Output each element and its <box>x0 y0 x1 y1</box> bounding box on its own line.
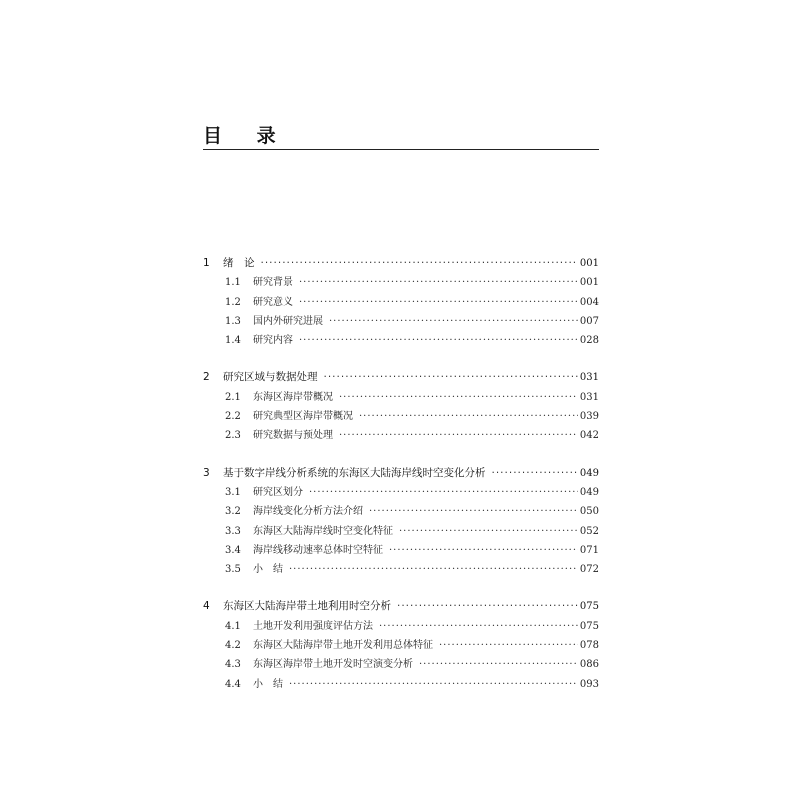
dot-leader <box>492 464 578 483</box>
section-entry[interactable] <box>203 541 599 560</box>
page-number: 078 <box>579 640 599 652</box>
page-number: 049 <box>579 486 599 498</box>
dot-leader <box>397 597 578 616</box>
dot-leader <box>289 560 578 579</box>
section-number: 3.5 <box>225 564 241 576</box>
section-title: 研究区划分 <box>253 486 303 498</box>
page-number: 001 <box>579 277 599 289</box>
chapter-number: 4 <box>203 600 210 613</box>
page-number: 039 <box>579 411 599 423</box>
chapter-number: 2 <box>203 371 210 384</box>
dot-leader <box>299 273 578 292</box>
dot-leader <box>289 675 578 694</box>
page-number: 072 <box>579 564 599 576</box>
section-title: 研究内容 <box>253 335 293 347</box>
section-entry[interactable] <box>203 483 599 502</box>
chapter-entry[interactable] <box>203 368 599 387</box>
table-of-contents <box>203 254 599 712</box>
page-number: 086 <box>579 659 599 671</box>
section-number: 3.3 <box>225 525 241 537</box>
chapter-block <box>203 368 599 445</box>
dot-leader <box>439 636 578 655</box>
section-entry[interactable] <box>203 331 599 350</box>
section-entry[interactable] <box>203 388 599 407</box>
chapter-number: 1 <box>203 257 210 269</box>
page-number: 007 <box>579 315 599 327</box>
dot-leader <box>379 617 578 636</box>
page-title: 目 录 <box>203 125 290 147</box>
chapter-block <box>203 464 599 580</box>
section-number: 3.4 <box>225 544 241 556</box>
page-number: 001 <box>579 258 599 269</box>
page-number: 031 <box>579 372 599 384</box>
page-number: 028 <box>579 335 599 347</box>
dot-leader <box>339 388 578 407</box>
section-entry[interactable] <box>203 273 599 292</box>
page-number: 031 <box>579 391 599 403</box>
page-number: 075 <box>579 601 599 613</box>
chapter-entry[interactable] <box>203 464 599 483</box>
dot-leader <box>419 655 578 674</box>
section-title: 研究意义 <box>253 296 293 308</box>
section-title: 研究典型区海岸带概况 <box>253 411 353 423</box>
chapter-title: 研究区域与数据处理 <box>223 371 318 384</box>
section-entry[interactable] <box>203 655 599 674</box>
section-title: 东海区大陆海岸线时空变化特征 <box>253 525 393 537</box>
page-number: 004 <box>579 296 599 308</box>
section-entry[interactable] <box>203 675 599 694</box>
chapter-number: 3 <box>203 466 210 479</box>
section-entry[interactable] <box>203 560 599 579</box>
chapter-title: 东海区大陆海岸带土地利用时空分析 <box>223 600 391 613</box>
section-number: 4.4 <box>225 678 241 690</box>
section-entry[interactable] <box>203 426 599 445</box>
dot-leader <box>339 426 578 445</box>
section-number: 4.1 <box>225 620 241 632</box>
section-title: 土地开发利用强度评估方法 <box>253 620 373 632</box>
section-entry[interactable] <box>203 617 599 636</box>
section-title: 小 结 <box>253 678 283 690</box>
dot-leader <box>261 254 578 273</box>
section-number: 2.1 <box>225 391 241 403</box>
section-entry[interactable] <box>203 502 599 521</box>
page-number: 071 <box>579 544 599 556</box>
section-number: 1.3 <box>225 315 241 327</box>
chapter-entry[interactable] <box>203 597 599 616</box>
page-number: 075 <box>579 620 599 632</box>
dot-leader <box>324 368 578 387</box>
section-number: 3.2 <box>225 506 241 518</box>
section-entry[interactable] <box>203 636 599 655</box>
section-title: 国内外研究进展 <box>253 315 323 327</box>
page-number: 052 <box>579 525 599 537</box>
section-number: 3.1 <box>225 486 241 498</box>
section-entry[interactable] <box>203 312 599 331</box>
section-entry[interactable] <box>203 407 599 426</box>
section-title: 小 结 <box>253 564 283 576</box>
dot-leader <box>389 541 578 560</box>
chapter-entry[interactable] <box>203 254 599 273</box>
page-number: 042 <box>579 430 599 442</box>
section-title: 东海区海岸带土地开发时空演变分析 <box>253 659 413 671</box>
page-number: 049 <box>579 467 599 479</box>
dot-leader <box>329 312 578 331</box>
dot-leader <box>369 502 578 521</box>
page-number: 093 <box>579 678 599 690</box>
section-number: 2.3 <box>225 430 241 442</box>
dot-leader <box>299 331 578 350</box>
chapter-title: 基于数字岸线分析系统的东海区大陆海岸线时空变化分析 <box>223 466 486 479</box>
section-title: 海岸线变化分析方法介绍 <box>253 506 363 518</box>
section-number: 1.1 <box>225 277 241 289</box>
chapter-block <box>203 597 599 693</box>
section-number: 1.4 <box>225 335 241 347</box>
chapter-title: 绪 论 <box>223 257 255 269</box>
section-entry[interactable] <box>203 293 599 312</box>
dot-leader <box>399 522 578 541</box>
section-title: 海岸线移动速率总体时空特征 <box>253 544 383 556</box>
title-divider <box>203 149 599 150</box>
section-number: 2.2 <box>225 411 241 423</box>
chapter-block <box>203 254 599 350</box>
dot-leader <box>309 483 578 502</box>
section-title: 东海区海岸带概况 <box>253 391 333 403</box>
section-number: 4.2 <box>225 640 241 652</box>
section-entry[interactable] <box>203 522 599 541</box>
section-number: 4.3 <box>225 659 241 671</box>
page-number: 050 <box>579 506 599 518</box>
dot-leader <box>359 407 578 426</box>
section-title: 研究数据与预处理 <box>253 430 333 442</box>
section-title: 研究背景 <box>253 277 293 289</box>
section-title: 东海区大陆海岸带土地开发利用总体特征 <box>253 640 433 652</box>
section-number: 1.2 <box>225 296 241 308</box>
dot-leader <box>299 293 578 312</box>
